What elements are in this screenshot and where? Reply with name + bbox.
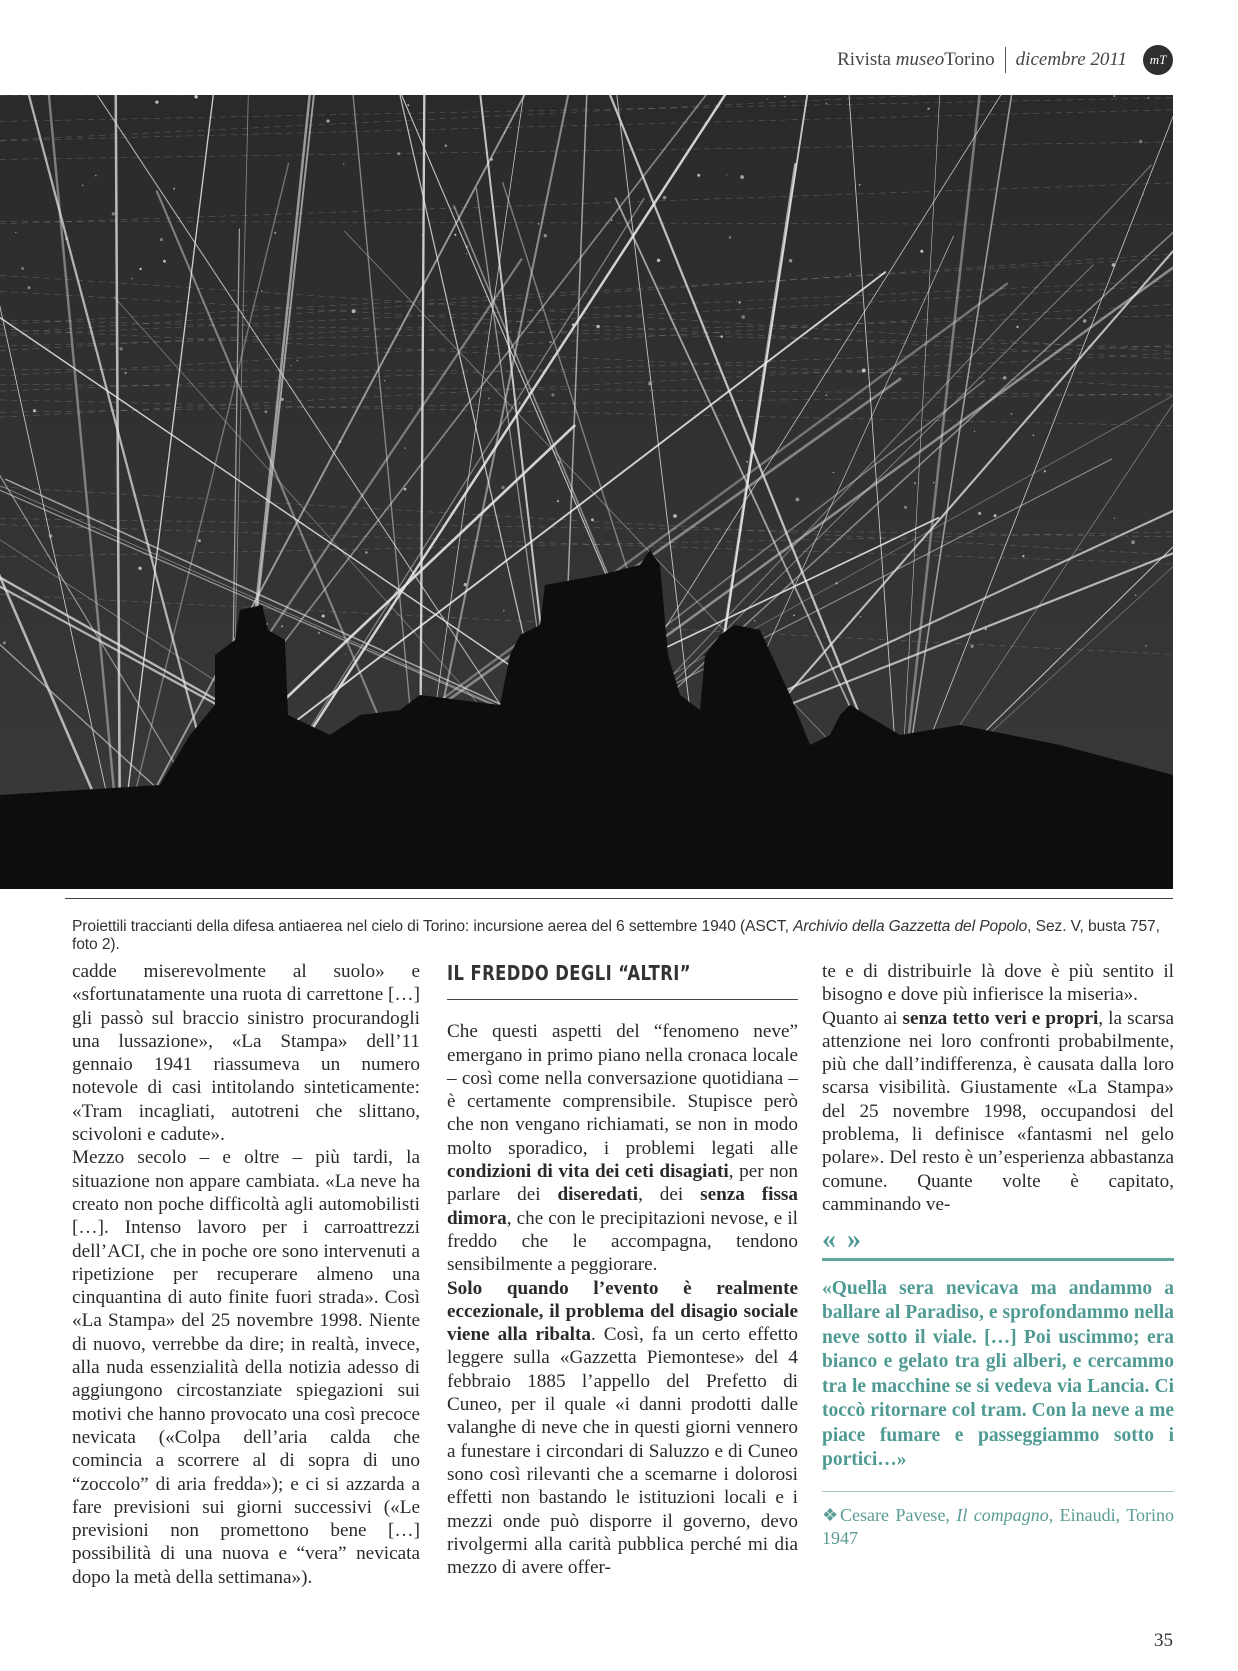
star — [904, 506, 907, 509]
body-paragraph: Quanto ai senza tetto veri e propri, la scarsa attenzione nei loro confronti probabilmente, più che dall’indifferenza, è causata dalla loro scarsa visibilità. Giustamente «La Stampa» del 25 novembre 1998, occupandosi del problema, li definisce «fantasmi nel gelo polare». Del resto è un’esperienza abbastanza comune. Quante volte è capitato, camminando ve- — [822, 1007, 1174, 1215]
star — [741, 315, 745, 319]
star — [796, 498, 800, 502]
star — [488, 397, 490, 399]
section-title: IL FREDDO DEGLI “ALTRI” — [447, 961, 691, 985]
star — [339, 441, 342, 444]
star — [927, 107, 930, 110]
star — [404, 447, 405, 448]
star — [422, 234, 424, 236]
star — [343, 163, 345, 165]
star — [1114, 518, 1115, 519]
star — [663, 196, 667, 200]
star — [194, 95, 198, 98]
star — [49, 534, 53, 538]
star — [978, 512, 981, 515]
page-header — [837, 42, 1173, 78]
star — [994, 514, 997, 517]
searchlight-photo — [0, 95, 1173, 889]
star — [767, 99, 768, 100]
star — [1131, 540, 1135, 544]
star — [397, 152, 400, 155]
star — [318, 632, 320, 634]
star — [1145, 645, 1147, 647]
body-paragraph: cadde miserevolmente al suolo» e «sfortunatamente una ruota di carrettone […] gli passò sul braccio sinistro procurandogli una lussazione», «La Stampa» dell’11 gennaio 1941 riassumeva un numero notevole di casi intitolando sinteticamente: «Tram incagliati, autotreni che slittano, scivoloni e cadute». — [72, 961, 420, 1146]
star — [1083, 319, 1087, 323]
star — [124, 372, 126, 374]
star — [454, 234, 456, 236]
star — [770, 584, 772, 586]
star — [281, 625, 283, 627]
star — [549, 341, 551, 343]
star — [322, 615, 325, 618]
star — [826, 102, 828, 104]
star — [648, 382, 651, 385]
star — [673, 514, 677, 518]
star — [326, 119, 329, 122]
star — [160, 238, 163, 241]
star — [15, 232, 17, 234]
star — [826, 395, 827, 396]
star — [726, 174, 727, 175]
star — [21, 267, 24, 270]
star — [985, 628, 987, 630]
column-1 — [72, 960, 420, 1589]
star — [28, 286, 31, 289]
section-title-rule — [447, 999, 798, 1000]
star — [850, 274, 851, 275]
star — [611, 219, 612, 220]
star — [739, 301, 741, 303]
star — [503, 610, 505, 612]
star — [281, 398, 284, 401]
star — [740, 175, 744, 179]
star — [1148, 97, 1149, 98]
star — [261, 290, 263, 292]
star — [95, 175, 97, 177]
star — [119, 347, 122, 350]
star — [82, 185, 83, 186]
body-paragraph: Solo quando l’evento è realmente eccezionale, il problema del disagio sociale viene alla ribalta. Così, fa un certo effetto leggere sulla «Gazzetta Piemontese» del 4 febbraio 1885 l’appello del Prefetto di Cuneo, per il quale «i danni prodotti dalle valanghe di neve che in questi giorni vennero a funestare i circondari di Saluzzo e di Cuneo sono così rilevanti che a scemarne i dolorosi effetti non bastando le istituzioni locali e i mezzi onde può disporre il governo, devo rivolgermi alla carità pubblica perché mi dia mezzo di avere offer- — [447, 1277, 798, 1579]
star — [504, 132, 505, 133]
star — [65, 238, 68, 241]
star — [1142, 194, 1144, 196]
attribution-rule — [822, 1491, 1174, 1492]
star — [404, 488, 407, 491]
photo-caption: Proiettili traccianti della difesa antiaerea nel cielo di Torino: incursione aerea del 6 settembre 1940 (ASCT, Archivio della Gazzetta del Popolo, Sez. V, busta 757, foto 2). — [72, 918, 1160, 953]
pull-quote: «Quella sera nevicava ma andammo a ballare al Paradiso, e sprofondammo nella neve sotto il viale. […] Poi uscimmo; era bianco e gelato tra gli alberi, e cercammo tra le macchine se si vedeva via Lancia. Ci toccò ritornare col tram. Con la neve a me piace fumare e passeggiammo sotto i portici…» — [822, 1277, 1174, 1471]
star — [920, 250, 923, 253]
caption-divider — [65, 898, 1173, 899]
star — [970, 645, 973, 648]
star — [1016, 326, 1018, 328]
quote-rule — [822, 1258, 1174, 1261]
star — [558, 461, 561, 464]
star — [789, 259, 792, 262]
star — [384, 380, 385, 381]
star — [572, 323, 575, 326]
magazine-name: Rivista museoTorino — [837, 49, 995, 70]
star — [445, 144, 448, 147]
star — [1135, 594, 1137, 596]
body-paragraph: te e di distribuirle là dove è più sentito il bisogno e dove più infierisce la miseria». — [822, 961, 1174, 1006]
star — [836, 582, 838, 584]
star — [557, 500, 559, 502]
star — [793, 615, 795, 617]
star — [862, 369, 866, 373]
star — [501, 486, 504, 489]
star — [1044, 470, 1046, 472]
star — [365, 551, 367, 553]
star — [697, 174, 700, 177]
star — [933, 482, 934, 483]
quote-marks-icon: « » — [822, 1224, 863, 1256]
magazine-logo: mT — [1143, 45, 1173, 75]
star — [914, 482, 916, 484]
star — [33, 409, 36, 412]
star — [345, 654, 346, 655]
star — [1113, 95, 1115, 97]
star — [198, 539, 201, 542]
star — [297, 360, 298, 361]
star — [657, 259, 660, 262]
star — [596, 325, 599, 328]
star — [173, 188, 175, 190]
star — [155, 100, 158, 103]
star — [3, 641, 6, 644]
photo-illustration — [0, 95, 1173, 889]
star — [833, 472, 834, 473]
star — [859, 184, 861, 186]
star — [274, 232, 276, 234]
column-3 — [822, 960, 1174, 1550]
star — [163, 260, 166, 263]
star — [1112, 263, 1116, 267]
body-paragraph: Mezzo secolo – e oltre – più tardi, la situazione non appare cambiata. «La neve ha creato non poche difficoltà agli automobilisti […]. Intenso lavoro per i carroattrezzi dell’ACI, che in poche ore sono intervenuti a ripetizione per recuperare almeno una cinquantina di auto finite fuori strada». Così «La Stampa» del 25 novembre 1998. Niente di nuovo, verrebbe da dire; in realtà, invece, alla nuda essenzialità della notizia adesso di aggiungono circostanziate spiegazioni sui motivi che hanno provocato una così precoce nevicata («Colpa dell’aria calda che comincia a scorrere al di sopra di uno “zoccolo” di aria fredda»); e ci si azzarda a fare previsioni sui giorni successivi («Le previsioni non promettono bene […] possibilità di una nuova e “vera” nevicata dopo la metà della settimana»). — [72, 1147, 420, 1588]
star — [466, 253, 467, 254]
star — [464, 583, 467, 586]
star — [1010, 413, 1012, 415]
star — [754, 620, 755, 621]
star — [264, 410, 267, 413]
star — [138, 567, 141, 570]
star — [720, 335, 722, 337]
star — [407, 104, 409, 106]
page-number: 35 — [1154, 1630, 1173, 1651]
body-paragraph: Che questi aspetti del “fenomeno neve” emergano in primo piano nella cronaca locale – così come nella conversazione quotidiana – è certamente comprensibile. Stupisce però che non vengano richiamati, se non in modo molto sporadico, i problemi legati alle condizioni di vita dei ceti disagiati, per non parlare dei diseredati, dei senza fissa dimora, che con le precipitazioni nevose, e il freddo che le accompagna, tendono sensibilmente a peggiorare. — [447, 1021, 798, 1276]
star — [537, 223, 539, 225]
star — [784, 96, 786, 98]
star — [490, 158, 493, 161]
star — [519, 402, 520, 403]
star — [465, 245, 468, 248]
star — [591, 518, 594, 521]
star — [729, 236, 731, 238]
star — [139, 268, 141, 270]
star — [1139, 140, 1143, 144]
column-2 — [447, 962, 798, 1579]
star — [290, 365, 291, 366]
quote-attribution: ❖Cesare Pavese, Il compagno, Einaudi, Torino 1947 — [822, 1504, 1174, 1548]
star — [746, 461, 748, 463]
star — [544, 234, 547, 237]
star — [1022, 555, 1024, 557]
star — [112, 212, 115, 215]
star — [551, 393, 554, 396]
star — [1033, 435, 1035, 437]
star — [1003, 376, 1006, 379]
star — [974, 431, 975, 432]
header-divider — [1005, 47, 1006, 73]
issue-date: dicembre 2011 — [1015, 49, 1127, 70]
star — [352, 309, 356, 313]
star — [131, 278, 132, 279]
star — [860, 616, 861, 617]
